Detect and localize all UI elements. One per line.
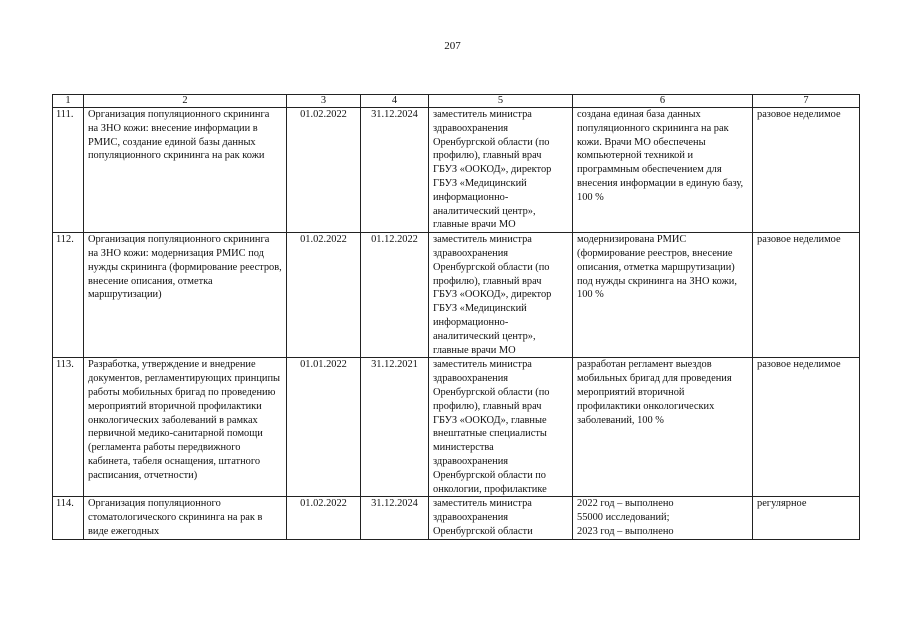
table-row [53, 497, 860, 539]
row-number: 114. [53, 497, 84, 539]
page-number: 207 [444, 40, 461, 52]
responsible-cell: заместитель министра здравоохранения Оренбургской области [429, 497, 573, 539]
end-date-cell: 31.12.2021 [361, 358, 429, 497]
result-cell: создана единая база данных популяционного скрининга на рак кожи. Врачи МО обеспечены компьютерной техникой и программным обеспечением для внесения информации в единую базу, 100 % [573, 108, 753, 233]
column-header: 2 [84, 95, 287, 108]
row-number: 112. [53, 233, 84, 358]
result-cell: разработан регламент выездов мобильных бригад для проведения мероприятий вторичной профилактики онкологических заболеваний, 100 % [573, 358, 753, 497]
column-header: 6 [573, 95, 753, 108]
start-date-cell: 01.02.2022 [287, 497, 361, 539]
result-cell [573, 497, 753, 539]
task-cell: Разработка, утверждение и внедрение документов, регламентирующих принципы работы мобильных бригад по проведению мероприятий вторичной профилактики онкологических заболеваний в рамках первичной медико-санитарной помощи (регламента работы передвижного кабинета, табеля оснащения, штатного расписания, отчетности) [84, 358, 287, 497]
start-date-cell: 01.02.2022 [287, 233, 361, 358]
responsible-cell: заместитель министра здравоохранения Оренбургской области (по профилю), главный врач ГБУЗ «ООКОД», главные внештатные специалисты министерства здравоохранения Оренбургской области по онкологии, профилактике [429, 358, 573, 497]
task-cell: Организация популяционного скрининга на ЗНО кожи: внесение информации в РМИС, создание единой базы данных популяционного скрининга на рак кожи [84, 108, 287, 233]
table-row [53, 358, 860, 497]
task-cell: Организация популяционного стоматологического скрининга на рак в виде ежегодных [84, 497, 287, 539]
start-date-cell: 01.02.2022 [287, 108, 361, 233]
row-number: 111. [53, 108, 84, 233]
type-cell: разовое неделимое [753, 233, 860, 358]
end-date-cell: 01.12.2022 [361, 233, 429, 358]
column-header: 1 [53, 95, 84, 108]
column-header: 3 [287, 95, 361, 108]
plan-table [52, 94, 860, 540]
type-cell: разовое неделимое [753, 108, 860, 233]
result-line: 2022 год – выполнено [577, 498, 674, 510]
column-header: 7 [753, 95, 860, 108]
type-cell: разовое неделимое [753, 358, 860, 497]
column-header: 4 [361, 95, 429, 108]
responsible-cell: заместитель министра здравоохранения Оренбургской области (по профилю), главный врач ГБУЗ «ООКОД», директор ГБУЗ «Медицинский информационно-аналитический центр», главные врачи МО [429, 108, 573, 233]
result-line: 55000 исследований; [577, 512, 670, 524]
column-header: 5 [429, 95, 573, 108]
result-cell: модернизирована РМИС (формирование реестров, внесение описания, отметка маршрутизации) под нужды скрининга на ЗНО кожи, 100 % [573, 233, 753, 358]
table-row [53, 108, 860, 233]
task-cell: Организация популяционного скрининга на ЗНО кожи: модернизация РМИС под нужды скрининга (формирование реестров, внесение описания, отметка маршрутизации) [84, 233, 287, 358]
type-cell: регулярное [753, 497, 860, 539]
responsible-cell: заместитель министра здравоохранения Оренбургской области (по профилю), главный врач ГБУЗ «ООКОД», директор ГБУЗ «Медицинский информационно-аналитический центр», главные врачи МО [429, 233, 573, 358]
table-header-row [53, 95, 860, 108]
row-number: 113. [53, 358, 84, 497]
start-date-cell: 01.01.2022 [287, 358, 361, 497]
end-date-cell: 31.12.2024 [361, 497, 429, 539]
result-line: 2023 год – выполнено [577, 525, 674, 537]
end-date-cell: 31.12.2024 [361, 108, 429, 233]
table-row [53, 233, 860, 358]
